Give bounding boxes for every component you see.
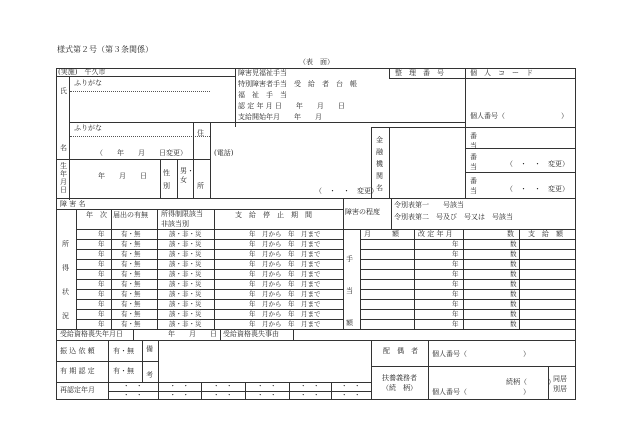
reauth-date: ・ ・ bbox=[213, 391, 233, 399]
allowance-row-year: 年 bbox=[452, 310, 459, 318]
income-row-year: 年 bbox=[98, 310, 105, 318]
rule bbox=[371, 127, 576, 128]
allowance-side-label: 手 当 額 bbox=[346, 255, 353, 327]
disability-degree-label: 障害の程度 bbox=[345, 208, 380, 216]
nintei-label: 有 期 認 定 bbox=[60, 367, 95, 375]
rule bbox=[391, 198, 392, 229]
income-row-stop: 年 月から 年 月まで bbox=[249, 260, 321, 268]
rule bbox=[465, 68, 466, 127]
allowance-row-year: 年 bbox=[452, 250, 459, 258]
allowance-row-rule bbox=[360, 299, 576, 300]
bank-row-3: 番 当 bbox=[470, 177, 477, 195]
disability-degree-line2: 令別表第二 号及び 号又は 号該当 bbox=[394, 213, 513, 221]
form-side: （表 面） bbox=[299, 58, 334, 66]
rule bbox=[56, 340, 576, 341]
allowance-row-rule bbox=[360, 249, 576, 250]
allowance-row-number: 数 bbox=[510, 290, 517, 298]
allowance-row-number: 数 bbox=[510, 250, 517, 258]
rule bbox=[220, 329, 221, 340]
reauth-date: ・ ・ bbox=[300, 382, 320, 390]
dokyo-bekkyo[interactable]: 同居 別居 bbox=[553, 375, 567, 393]
rule bbox=[360, 239, 576, 240]
fuyo-kojin-bango: 個人番号（ ） bbox=[432, 388, 530, 396]
name-label-bottom: 名 bbox=[60, 144, 67, 152]
income-row-filing[interactable]: 有・無 bbox=[121, 250, 141, 258]
income-row-limit[interactable]: 該・非・災 bbox=[169, 250, 202, 258]
income-row-filing[interactable]: 有・無 bbox=[121, 270, 141, 278]
allowance-row-number: 数 bbox=[510, 300, 517, 308]
income-row-stop: 年 月から 年 月まで bbox=[249, 230, 321, 238]
reauth-date: ・ ・ bbox=[169, 382, 189, 390]
name-label-top: 氏 bbox=[60, 87, 67, 95]
rule bbox=[245, 382, 246, 400]
rule bbox=[56, 198, 576, 199]
allowance-row-rule bbox=[360, 269, 576, 270]
reauth-date: ・ ・ bbox=[123, 391, 143, 399]
spouse-kojin-bango: 個人番号（ ） bbox=[432, 350, 530, 358]
income-row-stop: 年 月から 年 月まで bbox=[249, 310, 321, 318]
furigana-line bbox=[70, 91, 210, 92]
rule bbox=[158, 340, 159, 382]
rule bbox=[389, 78, 576, 79]
income-side-label: 所 得 状 況 bbox=[62, 240, 69, 320]
income-row-limit[interactable]: 該・非・災 bbox=[169, 320, 202, 328]
allowance-row-year: 年 bbox=[452, 290, 459, 298]
income-row-filing[interactable]: 有・無 bbox=[121, 280, 141, 288]
rule bbox=[371, 366, 576, 367]
name-change: （ 年 月 日変更） bbox=[96, 149, 187, 157]
rule bbox=[343, 229, 344, 329]
reauth-date: ・ ・ bbox=[169, 391, 189, 399]
nintei-value[interactable]: 有・無 bbox=[113, 367, 134, 375]
allowance-row-year: 年 bbox=[452, 280, 459, 288]
income-row-limit[interactable]: 該・非・災 bbox=[169, 300, 202, 308]
rule bbox=[56, 361, 158, 362]
rule bbox=[235, 68, 236, 127]
income-row-filing[interactable]: 有・無 bbox=[121, 310, 141, 318]
income-row-year: 年 bbox=[98, 290, 105, 298]
rule bbox=[201, 382, 202, 400]
allowance-row-rule bbox=[360, 279, 576, 280]
allowance-revision-header: 改 定 年 月 bbox=[418, 230, 453, 238]
allowance-pay-header: 支 給 額 bbox=[528, 230, 563, 238]
income-row-year: 年 bbox=[98, 270, 105, 278]
rule bbox=[158, 382, 159, 400]
rule bbox=[371, 340, 372, 400]
income-row-stop: 年 月から 年 月まで bbox=[249, 250, 321, 258]
allowance-row-number: 数 bbox=[510, 320, 517, 328]
reauth-date: ・ ・ bbox=[341, 391, 361, 399]
sex-options[interactable]: 男・女 bbox=[180, 167, 194, 184]
bank-row-3-change: （ ・ ・ 変更） bbox=[506, 185, 569, 193]
rule bbox=[160, 159, 161, 198]
reauth-date: ・ ・ bbox=[257, 391, 277, 399]
address-label-top: 住 bbox=[197, 129, 204, 137]
income-row-year: 年 bbox=[98, 230, 105, 238]
enforcer: (実施) 牛久市 bbox=[58, 68, 106, 76]
birth-value: 年 月 日 bbox=[98, 172, 147, 180]
allowance-row-number: 数 bbox=[510, 260, 517, 268]
income-row-filing[interactable]: 有・無 bbox=[121, 240, 141, 248]
income-year-header: 年 次 bbox=[86, 211, 107, 219]
allowance-row-year: 年 bbox=[452, 320, 459, 328]
rule bbox=[428, 340, 429, 400]
income-row-stop: 年 月から 年 月まで bbox=[249, 320, 321, 328]
rule bbox=[465, 148, 576, 149]
furigana-1: ふりがな bbox=[74, 79, 102, 87]
allowance-row-rule bbox=[360, 309, 576, 310]
reauth-date: ・ ・ bbox=[300, 391, 320, 399]
income-row-limit[interactable]: 該・非・災 bbox=[169, 240, 202, 248]
rule bbox=[56, 76, 235, 77]
allowance-row-year: 年 bbox=[452, 300, 459, 308]
rule bbox=[331, 382, 332, 400]
allowance-row-number: 数 bbox=[510, 280, 517, 288]
form-number: 様式第２号（第３条関係） bbox=[57, 45, 153, 54]
reauth-date: ・ ・ bbox=[213, 382, 233, 390]
income-row-year: 年 bbox=[98, 240, 105, 248]
income-row-limit[interactable]: 該・非・災 bbox=[169, 290, 202, 298]
rule bbox=[293, 329, 294, 340]
income-row-filing[interactable]: 有・無 bbox=[121, 290, 141, 298]
title-line-3: 福 祉 手 当 bbox=[238, 91, 287, 99]
allowance-row-year: 年 bbox=[452, 260, 459, 268]
income-row-stop: 年 月から 年 月まで bbox=[249, 300, 321, 308]
furigana-2: ふりがな bbox=[74, 124, 102, 132]
income-row-stop: 年 月から 年 月まで bbox=[249, 280, 321, 288]
bank-row-1: 番 当 bbox=[470, 132, 477, 150]
birth-label: 生 年 月 日 bbox=[60, 162, 67, 194]
income-row-year: 年 bbox=[98, 250, 105, 258]
bikou-bottom: 考 bbox=[146, 371, 153, 379]
income-row-filing[interactable]: 有・無 bbox=[121, 320, 141, 328]
income-row-limit[interactable]: 該・非・災 bbox=[169, 280, 202, 288]
income-row-year: 年 bbox=[98, 260, 105, 268]
rule bbox=[371, 127, 372, 198]
allowance-row-number: 数 bbox=[510, 270, 517, 278]
allowance-row-rule bbox=[360, 289, 576, 290]
payment-start: 支給開始年月 年 月 bbox=[238, 113, 322, 121]
income-row-limit[interactable]: 該・非・災 bbox=[169, 230, 202, 238]
reauth-date: ・ ・ bbox=[123, 382, 143, 390]
fuyo-zokugara: 続柄（ ） bbox=[506, 378, 555, 386]
bank-row-2: 番 当 bbox=[470, 153, 477, 171]
furikomi-value[interactable]: 有・無 bbox=[113, 347, 134, 355]
rule bbox=[343, 198, 344, 229]
address-change: （ ・ ・ 変更） bbox=[315, 187, 378, 195]
income-row-filing[interactable]: 有・無 bbox=[121, 260, 141, 268]
disability-degree-line1: 令別表第一 号該当 bbox=[394, 201, 464, 209]
loss-date-value: 年 月 日 bbox=[168, 330, 217, 338]
rule bbox=[56, 329, 576, 330]
income-row-year: 年 bbox=[98, 300, 105, 308]
spouse-label: 配 偶 者 bbox=[383, 347, 418, 355]
bank-row-2-change: （ ・ ・ 変更） bbox=[506, 160, 569, 168]
income-row-limit[interactable]: 該・非・災 bbox=[169, 260, 202, 268]
phone-label: (電話) bbox=[214, 149, 234, 157]
income-row-limit[interactable]: 該・非・災 bbox=[169, 310, 202, 318]
rule bbox=[177, 159, 178, 198]
rule bbox=[389, 68, 390, 78]
loss-date-label: 受給資格喪失年月日 bbox=[60, 330, 123, 338]
disability-name-label: 障 害 名 bbox=[60, 200, 86, 208]
allowance-row-number: 数 bbox=[510, 240, 517, 248]
furikomi-label: 振 込 依 頼 bbox=[60, 347, 95, 355]
rule bbox=[289, 382, 290, 400]
income-row-year: 年 bbox=[98, 280, 105, 288]
rule bbox=[548, 366, 549, 400]
rule bbox=[465, 127, 466, 198]
bikou-top: 備 bbox=[146, 345, 153, 353]
income-row-filing[interactable]: 有・無 bbox=[121, 230, 141, 238]
income-row-stop: 年 月から 年 月まで bbox=[249, 290, 321, 298]
income-stop-header: 支 給 停 止 期 間 bbox=[235, 211, 312, 219]
title-line-2: 特別障害者手当 受 給 者 台 帳 bbox=[238, 80, 357, 88]
saininte-label: 再認定年月 bbox=[60, 386, 95, 394]
reauth-date: ・ ・ bbox=[257, 382, 277, 390]
income-row-limit[interactable]: 該・非・災 bbox=[169, 270, 202, 278]
income-row-stop: 年 月から 年 月まで bbox=[249, 270, 321, 278]
bank-label: 金 融 機 関 名 bbox=[376, 136, 383, 192]
reauth-date: ・ ・ bbox=[341, 382, 361, 390]
income-row-filing[interactable]: 有・無 bbox=[121, 300, 141, 308]
rule bbox=[133, 329, 134, 340]
rule bbox=[69, 76, 70, 200]
furigana-line bbox=[70, 136, 210, 137]
rule bbox=[465, 172, 576, 173]
allowance-number-header: 数 bbox=[507, 230, 514, 238]
income-limit-header: 所得制限該当 非該当別 bbox=[161, 210, 203, 228]
sex-label: 性別 bbox=[163, 169, 170, 190]
allowance-amount-header: 月 額 bbox=[364, 230, 399, 238]
rule bbox=[193, 122, 194, 198]
seiri-bango-label: 整 理 番 号 bbox=[395, 69, 444, 77]
certification-date: 認 定 年 月 日 年 月 日 bbox=[238, 102, 345, 110]
allowance-row-year: 年 bbox=[452, 270, 459, 278]
person-kojin-bango: 個人番号（ ） bbox=[470, 112, 568, 120]
allowance-row-number: 数 bbox=[510, 310, 517, 318]
kojin-code-label: 個 人 コ ー ド bbox=[470, 69, 533, 77]
allowance-row-rule bbox=[360, 259, 576, 260]
income-row-stop: 年 月から 年 月まで bbox=[249, 240, 321, 248]
allowance-row-year: 年 bbox=[452, 240, 459, 248]
rule bbox=[69, 122, 465, 123]
rule bbox=[56, 159, 210, 160]
rule bbox=[210, 122, 211, 198]
title-line-1: 障害児福祉手当 bbox=[238, 69, 287, 77]
fuyo-label: 扶養義務者 （続 柄） bbox=[382, 374, 417, 392]
loss-reason-label: 受給資格喪失事由 bbox=[223, 330, 279, 338]
rule bbox=[389, 127, 390, 198]
income-filing-header: 届出の有無 bbox=[113, 211, 148, 219]
income-row-year: 年 bbox=[98, 320, 105, 328]
address-label-bottom: 所 bbox=[197, 182, 204, 190]
allowance-row-rule bbox=[360, 319, 576, 320]
